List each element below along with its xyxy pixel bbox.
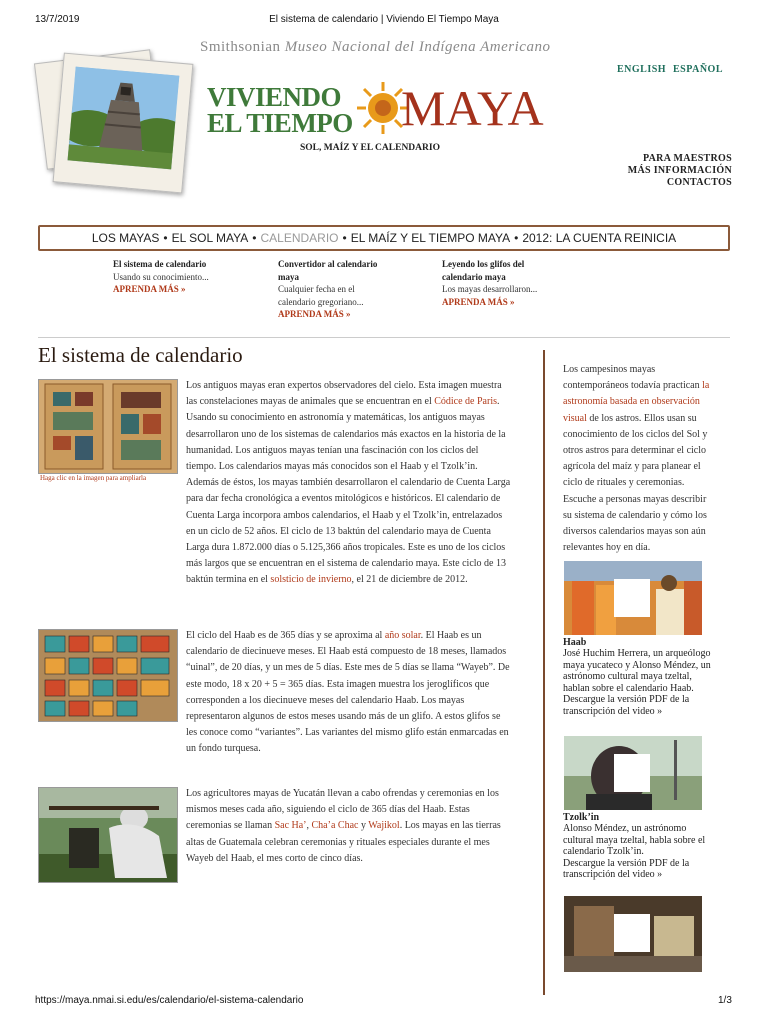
site-logo[interactable]	[205, 80, 565, 160]
farmer-ceremony-image[interactable]	[38, 787, 178, 883]
subnav-title: El sistema de calendario	[113, 259, 207, 269]
temple-photo	[68, 67, 180, 170]
sac-ha-link[interactable]: Sac Ha’	[274, 820, 307, 832]
play-placeholder	[614, 579, 650, 617]
more-info-link[interactable]: MÁS INFORMACIÓN	[627, 165, 732, 176]
tzolkin-video-info	[563, 812, 713, 881]
ano-solar-link[interactable]: año solar	[384, 630, 421, 641]
print-page-number: 1/3	[718, 995, 732, 1006]
lang-spanish-link[interactable]: ESPAÑOL	[673, 64, 723, 75]
chaa-chac-link[interactable]: Cha’a Chac	[311, 820, 359, 832]
teachers-link[interactable]: PARA MAESTROS	[642, 153, 732, 164]
nav-item-los-mayas[interactable]: LOS MAYAS	[91, 231, 160, 245]
video-title: Tzolk’in	[563, 812, 600, 823]
text: El ciclo del Haab es de 365 días y se aproxima al	[186, 630, 385, 641]
haab-video-info	[563, 637, 713, 717]
intro-paragraph	[186, 378, 511, 589]
haab-paragraph	[186, 628, 511, 758]
subnav-item-glifos[interactable]	[442, 258, 552, 308]
wajikol-link[interactable]: Wajikol	[368, 820, 400, 832]
subnav-desc: Los mayas desarrollaron...	[442, 284, 538, 294]
play-placeholder	[614, 754, 650, 792]
tzolkin-video[interactable]	[564, 736, 702, 810]
subnav-desc: Cualquier fecha en el calendario gregoriano...	[278, 284, 364, 307]
farmer-image	[39, 788, 177, 882]
contacts-link[interactable]: CONTACTOS	[666, 177, 732, 188]
learn-more-link[interactable]: APRENDA MÁS »	[113, 284, 186, 294]
haab-glyphs-image[interactable]	[38, 629, 178, 722]
nav-separator: •	[163, 231, 168, 245]
museum-label: Museo Nacional del Indígena Americano	[284, 39, 551, 55]
astronomia-link[interactable]: la astronomía basada en observación visual	[563, 380, 710, 424]
section-divider	[38, 337, 730, 338]
subnav-title: Convertidor al calendario maya	[278, 259, 378, 282]
nav-item-maiz-tiempo[interactable]: EL MAÍZ Y EL TIEMPO MAYA	[350, 231, 511, 245]
learn-more-link[interactable]: APRENDA MÁS »	[442, 296, 515, 307]
main-nav	[38, 225, 730, 251]
video-description: José Huchim Herrera, un arqueólogo maya yucateco y Alonso Méndez, un astrónomo cultural maya tzeltal, hablan sobre el calendario Haab.	[563, 648, 711, 694]
video-description: Alonso Méndez, un astrónomo cultural maya tzeltal, habla sobre el calendario Tzolk’in.	[563, 823, 706, 857]
text: , el 21 de diciembre de 2012.	[351, 574, 468, 586]
ceremonies-paragraph	[186, 786, 511, 867]
text: Los campesinos mayas contemporáneos todavía practican	[563, 364, 703, 392]
subnav-title: Leyendo los glifos del calendario maya	[442, 259, 525, 282]
print-title: El sistema de calendario | Viviendo El Tiempo Maya	[269, 14, 499, 25]
solsticio-link[interactable]: solsticio de invierno	[270, 574, 352, 586]
transcript-pdf-link[interactable]: Descargue la versión PDF de la transcripción del video »	[563, 857, 690, 880]
subnav-item-sistema[interactable]	[113, 258, 223, 296]
smithsonian-label: Smithsonian	[200, 39, 281, 55]
subnav-desc: Usando su conocimiento...	[113, 271, 209, 282]
video-title: Haab	[563, 637, 587, 648]
codex-image	[39, 380, 177, 473]
nav-item-2012[interactable]: 2012: LA CUENTA REINICIA	[522, 231, 677, 245]
page-title: El sistema de calendario	[38, 343, 243, 367]
nav-separator: •	[252, 231, 257, 245]
text: de los astros. Ellos usan su conocimiento de los ciclos del Sol y otros astros para determinar el ciclo agrícola del maíz y para planear el ciclo de rituales y ceremonias. Escuche a personas mayas describir su sistema de calendario y cómo los diversos calendarios mayas son aún relevantes hoy en día.	[563, 412, 708, 554]
sidebar-intro	[563, 362, 713, 556]
nav-item-el-sol-maya[interactable]: EL SOL MAYA	[171, 231, 249, 245]
lang-english-link[interactable]: ENGLISH	[617, 64, 667, 75]
text: ,	[306, 820, 312, 832]
temple-photo-collage	[40, 48, 190, 188]
nav-separator: •	[514, 231, 519, 245]
image-caption: Haga clic en la imagen para ampliarla	[40, 474, 147, 482]
glyphs-image	[39, 630, 177, 721]
third-video[interactable]	[564, 896, 702, 972]
text: . Los mayas en las tierras altas de Guatemala celebran ceremonias y rituales especiales durante el mes Wayeb del Haab, el mes corto de cinco días.	[186, 820, 501, 864]
play-placeholder	[614, 914, 650, 952]
logo-maya: MAYA	[401, 80, 544, 136]
codice-paris-link[interactable]: Códice de Paris	[434, 396, 497, 408]
learn-more-link[interactable]: APRENDA MÁS »	[278, 309, 351, 319]
print-date: 13/7/2019	[35, 14, 80, 25]
text: y	[358, 820, 369, 832]
logo-subtitle: SOL, MAÍZ Y EL CALENDARIO	[300, 143, 440, 153]
text: . Usando su conocimiento en astronomía y matemáticas, los antiguos mayas desarrollaron uno de los sistemas de calendarios más exactos en la historia de la humanidad. Los antiguos mayas tenían una fascinación con los ciclos del tiempo. Los calendarios mayas más conocidos son el Haab y el Tzolk’in. Además de éstos, los mayas también desarrollaron el calendario de Cuenta Larga para dar fecha cronológica a eventos mitológicos e históricos. El calendario de Cuenta Larga incorpora ambos calendarios, el Haab y el Tzolk’in, entrelazados en un ciclo de 52 años. El ciclo de 13 baktún del calendario maya de Cuenta Larga dura 1.872.000 días o 5.125,366 años tropicales. Este es uno de los ciclos más largos que se encuentran en el sistema de calendario maya. Este ciclo de 13 baktún termina en el	[186, 396, 511, 586]
nav-item-calendario[interactable]: CALENDARIO	[260, 231, 339, 245]
logo-line1: VIVIENDO	[207, 82, 342, 112]
top-links	[628, 153, 732, 189]
text: . El Haab es un calendario de diecinueve meses. El Haab está compuesto de 18 meses, llamados “uinal”, de 20 días, y un mes de 5 días. Este mes de 5 días se llama “Wayeb”. De este modo, 18 x 20 + 5 = 365 días. Esta imagen muestra los jeroglíficos que corresponden a los diecinueve meses del calendario Haab. Los mayas representaron algunos de estos meses usando más de un glifo. A estos glifos se les conoce como “variantes”. Las variantes del mismo glifo están enmarcadas en un fondo turquesa.	[186, 630, 510, 755]
logo-line2: EL TIEMPO	[207, 108, 353, 138]
transcript-pdf-link[interactable]: Descargue la versión PDF de la transcripción del video »	[563, 694, 690, 717]
print-url: https://maya.nmai.si.edu/es/calendario/el-sistema-calendario	[35, 995, 304, 1006]
codex-paris-image[interactable]	[38, 379, 178, 474]
subnav-item-convertidor[interactable]	[278, 258, 393, 321]
text: Los antiguos mayas eran expertos observadores del cielo. Esta imagen muestra las constelaciones mayas de animales que se encuentran en el	[186, 380, 502, 408]
column-divider	[543, 350, 545, 995]
haab-video[interactable]	[564, 561, 702, 635]
museum-name	[200, 39, 550, 56]
text: Los agricultores mayas de Yucatán llevan a cabo ofrendas y ceremonias en los mismos meses cada año, siguiendo el ciclo de 365 días del Haab. Estas ceremonias se llaman	[186, 788, 499, 832]
nav-separator: •	[342, 231, 347, 245]
